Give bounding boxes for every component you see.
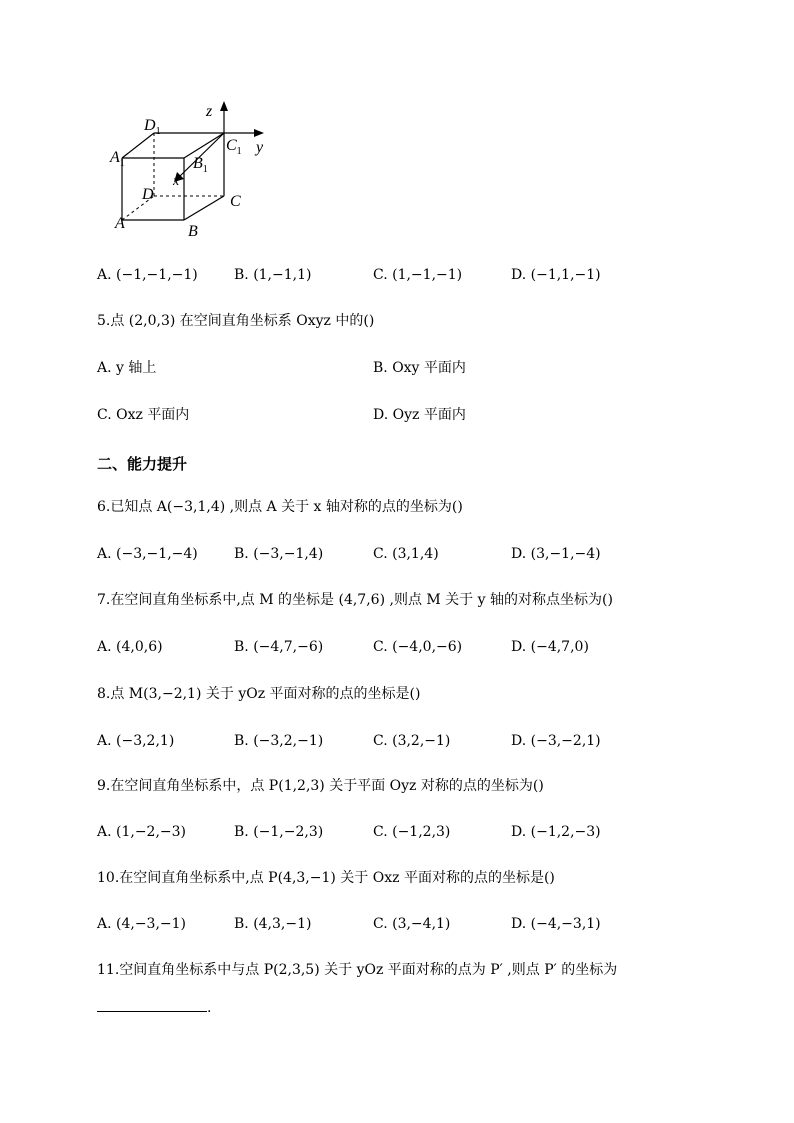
q5-option-d: D. Oyz 平面内 [373, 407, 466, 423]
q4-option-b: B. (1,−1,1) [234, 267, 312, 283]
q7-stem: 7.在空间直角坐标系中,点 M 的坐标是 (4,7,6) ,则点 M 关于 y 轴的对称点坐标为() [97, 592, 613, 608]
label-y: y [256, 139, 264, 156]
q6-option-a: A. (−3,−1,−4) [97, 546, 198, 562]
q5-option-c: C. Oxz 平面内 [97, 407, 190, 423]
section-heading: 二、能力提升 [97, 455, 188, 473]
q7-option-d: D. (−4,7,0) [511, 639, 589, 655]
q8-option-c: C. (3,2,−1) [373, 733, 451, 749]
q11-stem: 11.空间直角坐标系中与点 P(2,3,5) 关于 yOz 平面对称的点为 P′ ,则点 P′ 的坐标为 [97, 962, 618, 978]
q6-option-d: D. (3,−1,−4) [511, 546, 601, 562]
label-d1: $D_1$ [144, 117, 161, 137]
q4-option-c: C. (1,−1,−1) [373, 267, 463, 283]
q10-option-d: D. (−4,−3,1) [511, 916, 601, 932]
q7-option-c: C. (−4,0,−6) [373, 639, 463, 655]
q7-option-a: A. (4,0,6) [97, 639, 163, 655]
q10-option-c: C. (3,−4,1) [373, 916, 451, 932]
q9-option-b: B. (−1,−2,3) [234, 824, 324, 840]
q5-option-a: A. y 轴上 [97, 360, 157, 376]
q4-option-d: D. (−1,1,−1) [511, 267, 601, 283]
q9-option-a: A. (1,−2,−3) [97, 824, 187, 840]
label-a1: $A_1$ [110, 149, 125, 169]
q10-stem: 10.在空间直角坐标系中,点 P(4,3,−1) 关于 Oxz 平面对称的点的坐标是() [97, 870, 555, 886]
q8-option-b: B. (−3,2,−1) [234, 733, 324, 749]
label-x: x [173, 174, 180, 189]
q8-stem: 8.点 M(3,−2,1) 关于 yOz 平面对称的点的坐标是() [97, 686, 421, 702]
q9-stem: 9.在空间直角坐标系中，点 P(1,2,3) 关于平面 Oyz 对称的点的坐标为() [97, 778, 544, 794]
label-c1: $C_1$ [226, 137, 242, 157]
cube-coordinate-figure [100, 98, 275, 243]
q7-option-b: B. (−4,7,−6) [234, 639, 324, 655]
q5-option-b: B. Oxy 平面内 [373, 360, 466, 376]
label-a: A [115, 215, 125, 232]
q8-option-d: D. (−3,−2,1) [511, 733, 601, 749]
q9-option-c: C. (−1,2,3) [373, 824, 451, 840]
answer-blank [97, 1010, 207, 1012]
q10-option-a: A. (4,−3,−1) [97, 916, 187, 932]
label-b: B [188, 223, 198, 240]
q6-option-c: C. (3,1,4) [373, 546, 439, 562]
q4-option-a: A. (−1,−1,−1) [97, 267, 198, 283]
label-z: z [206, 103, 213, 120]
q10-option-b: B. (4,3,−1) [234, 916, 312, 932]
q5-stem: 5.点 (2,0,3) 在空间直角坐标系 Oxyz 中的() [97, 313, 375, 329]
label-c: C [230, 193, 241, 210]
q8-option-a: A. (−3,2,1) [97, 733, 175, 749]
q9-option-d: D. (−1,2,−3) [511, 824, 601, 840]
label-d: D [142, 186, 154, 203]
q6-stem: 6.已知点 A(−3,1,4) ,则点 A 关于 x 轴对称的点的坐标为() [97, 499, 463, 515]
label-b1: $B_1$ [193, 155, 208, 175]
q6-option-b: B. (−3,−1,4) [234, 546, 324, 562]
q11-tail: . [207, 1000, 212, 1016]
